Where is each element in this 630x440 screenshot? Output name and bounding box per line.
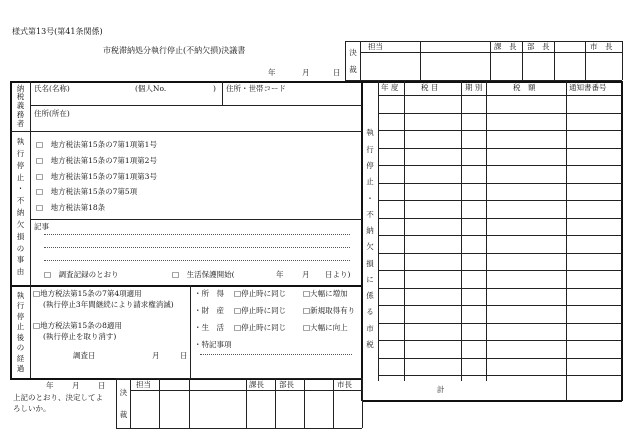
approval-vertical-label: 決 裁 [349,47,357,74]
total-label: 計 [437,385,445,394]
table-row-line [378,95,622,96]
col-tax-item: 税 目 [421,83,439,92]
living-label: ・生 活 [194,323,224,332]
reason-item-label: 地方税法第15条の7第1項第1号 [50,140,157,149]
after-vertical-label: 執 行 停 止 後 の 経 過 [16,290,25,373]
memo-label: 記事 [34,222,49,231]
detail-vertical-label: 執 行 停 止 ・ 不 納 欠 損 に 係 る 市 税 [366,128,374,350]
form-title: 市税滞納処分執行停止(不納欠損)決議書 [103,46,246,55]
income-increase[interactable]: □大幅に増加 [303,289,348,298]
survey-label: 調査記録のとおり [58,270,119,279]
personal-no-label: (個人No. [135,84,167,93]
reason-check-5[interactable]: □ 地方税法第18条 [36,203,106,212]
welfare-check[interactable]: □ 生活保護開始( [172,270,235,279]
special-notes-label: ・特記事項 [194,340,232,349]
col-year: 年 度 [381,83,399,92]
table-row-line [378,253,622,254]
date-year: 年 [268,68,276,77]
reason-check-3[interactable]: □ 地方税法第15条の7第1項第3号 [36,172,157,181]
reason-check-4[interactable]: □ 地方税法第15条の7第5項 [36,187,138,196]
reason-check-1[interactable]: □ 地方税法第15条の7第1項第1号 [36,140,157,149]
survey-date-day: 日 [180,351,188,360]
table-row-line [378,235,622,236]
reason-item-label: 地方税法第15条の7第5項 [50,187,138,196]
property-label: ・財 産 [194,306,224,315]
welfare-day: 日より) [325,270,351,279]
taxpayer-vertical-label: 納 税 義 務 者 [16,83,25,128]
bottom-approval-vertical-label: 決 裁 [119,388,128,420]
table-row-line [378,113,622,114]
table-row-line [378,288,622,289]
table-row-line [378,375,622,376]
income-same[interactable]: □停止時に同じ [234,289,287,298]
address-code-label: 住所・世帯コード [226,84,286,93]
reason-item-label: 地方税法第15条の7第1項第3号 [50,172,157,181]
table-row-line [378,305,622,306]
survey-date-label: 調査日 [73,351,96,360]
welfare-label: 生活保護開始( [186,270,235,279]
after-option-1-note: (執行停止3年間継続により請求権消滅) [43,300,174,309]
after-option-2-note: (執行停止を取り消す) [43,332,117,341]
address-label: 住所(所在) [34,109,70,118]
table-row-line [378,340,622,341]
property-same[interactable]: □停止時に同じ [234,306,287,315]
after-option-1[interactable]: □地方税法第15条の7第4項適用 [33,289,142,298]
approval-bucho: 部 長 [527,42,550,51]
bottom-note-2: ろしいか。 [13,404,51,413]
bottom-bucho: 部長 [279,380,294,389]
approval-tanto: 担当 [368,42,383,51]
reason-item-label: 地方税法第15条の7第1項第2号 [50,156,157,165]
bottom-date-year: 年 [46,381,54,390]
reason-item-label: 地方税法第18条 [50,203,106,212]
bottom-tanto: 担当 [136,380,151,389]
welfare-month: 月 [302,270,310,279]
living-improve[interactable]: □大幅に向上 [303,323,348,332]
bottom-date-day: 日 [98,381,106,390]
approval-shicho: 市 長 [590,42,613,51]
income-label: ・所 得 [194,289,224,298]
date-month: 月 [302,68,310,77]
col-amount: 税 額 [513,83,536,92]
table-row-line [378,165,622,166]
living-same[interactable]: □停止時に同じ [234,323,287,332]
date-day: 日 [333,68,341,77]
survey-check[interactable]: □ 調査記録のとおり [44,270,119,279]
bottom-kacho: 課長 [249,380,264,389]
after-option-2[interactable]: □地方税法第15条の8適用 [33,321,122,330]
col-period: 期 別 [465,83,483,92]
table-row-line [378,183,622,184]
welfare-year: 年 [276,270,284,279]
survey-date-month: 月 [152,351,160,360]
table-row-line [378,323,622,324]
table-row-line [378,130,622,131]
property-new[interactable]: □新規取得有り [303,306,356,315]
name-label: 氏名(名称) [34,84,70,93]
approval-kacho: 課 長 [494,42,517,51]
table-row-line [378,200,622,201]
col-notice-no: 通知書番号 [569,83,607,92]
table-row-line [378,270,622,271]
bottom-shicho: 市長 [337,380,352,389]
table-row-line [378,148,622,149]
table-row-line [378,358,622,359]
reason-vertical-label: 執 行 停 止 ・ 不 納 欠 損 の 事 由 [16,137,25,277]
bottom-date-month: 月 [72,381,80,390]
bottom-note-1: 上記のとおり、決定してよ [13,393,103,402]
reason-check-2[interactable]: □ 地方税法第15条の7第1項第2号 [36,156,157,165]
form-number: 様式第13号(第41条関係) [12,27,103,36]
table-row-line [378,218,622,219]
personal-no-close: ) [213,84,216,93]
